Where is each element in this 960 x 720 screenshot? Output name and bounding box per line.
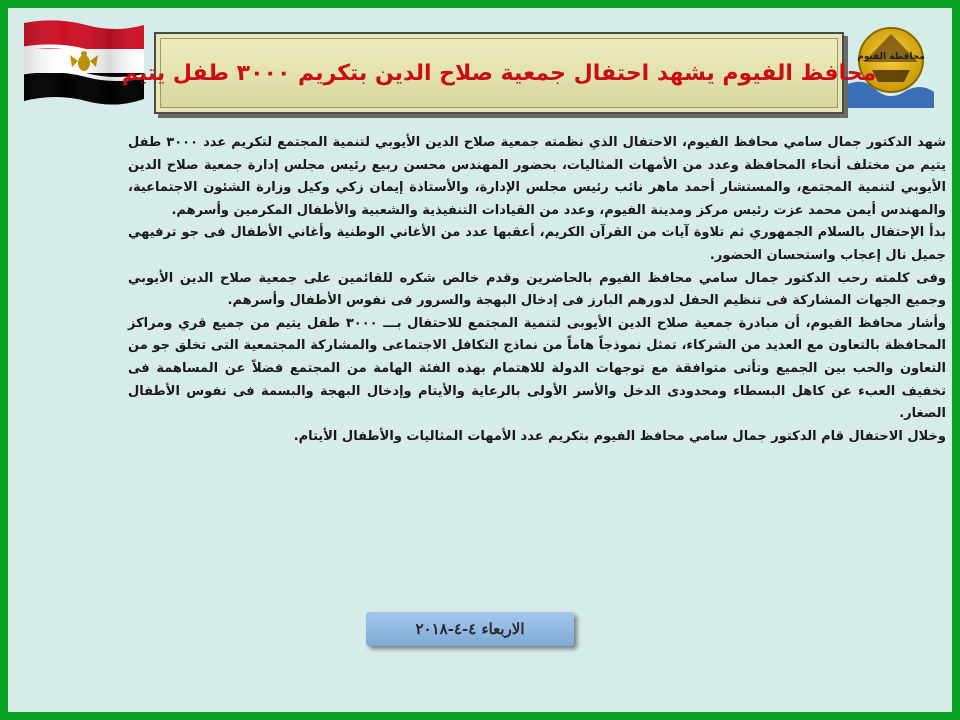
- paragraph-1: شهد الدكتور جمال سامي محافظ الفيوم، الاحتفال الذي نظمته جمعية صلاح الدين الأيوبي لتنمية المجتمع لتكريم عدد ٣٠٠٠ طفل يتيم من مختلف أنحاء المحافظة وعدد من الأمهات المثاليات، بحضور المهندس محسن ربيع رئيس مجلس إدارة جمعية صلاح الدين الأيوبي لتنمية المجتمع، والمستشار أحمد ماهر نائب رئيس مجلس الإدارة، والأستاذة إيمان زكي وكيل وزارة الشئون الاجتماعية، والمهندس أيمن محمد عزت رئيس مركز ومدينة الفيوم، وعدد من القيادات التنفيذية والشعبية والأطفال المكرمين وأسرهم.: [128, 135, 946, 218]
- paragraph-3: وفى كلمته رحب الدكتور جمال سامي محافظ الفيوم بالحاضرين وقدم خالص شكره للقائمين على جمعية صلاح الدين الأيوبي وجميع الجهات المشاركة فى تنظيم الحفل لدورهم البارز فى إدخال البهجة والسرور فى نفوس الأطفال وأسرهم.: [128, 270, 946, 309]
- paragraph-4: وأشار محافظ الفيوم، أن مبادرة جمعية صلاح الدين الأيوبى لتنمية المجتمع للاحتفال بـــ ٣٠٠٠ طفل يتيم من جميع قري ومراكز المحافظة بالتعاون مع العديد من الشركاء، تمثل نموذجاً هاماً من نماذج التكافل الاجتماعى والمشاركة المجتمعية التى تخلق جو من التعاون والحب بين الجميع وتأتى متوافقة مع توجهات الدولة للاهتمام بهذه الفئة الهامة من المجتمع فضلاً عن المساهمة فى تخفيف العبء عن كاهل البسطاء ومحدودى الدخل والأسر الأولى بالرعاية والأيتام وإدخال البهجة والبسمة فى نفوس الأطفال الصغار.: [128, 315, 946, 422]
- paragraph-5: وخلال الاحتفال قام الدكتور جمال سامي محافظ الفيوم بتكريم عدد الأمهات المثاليات والأطفال الأيتام.: [293, 428, 946, 444]
- article-body: [128, 132, 946, 448]
- paragraph-2: بدأ الإحتفال بالسلام الجمهوري ثم تلاوة آيات من القرآن الكريم، أعقبها عدد من الأغاني الوطنية وأغاني الأطفال فى جو ترفيهي جميل نال إعجاب واستحسان الحضور.: [128, 225, 946, 263]
- title-banner: [121, 32, 877, 114]
- page-title: محافظ الفيوم يشهد احتفال جمعية صلاح الدين بتكريم ٣٠٠٠ طفل يتيم: [121, 60, 877, 86]
- date-label: الاربعاء ٤-٤-٢٠١٨: [415, 620, 525, 638]
- logo-text: محافظة الفيوم: [857, 52, 925, 62]
- date-badge: [366, 612, 574, 646]
- title-banner-inner: [121, 38, 877, 108]
